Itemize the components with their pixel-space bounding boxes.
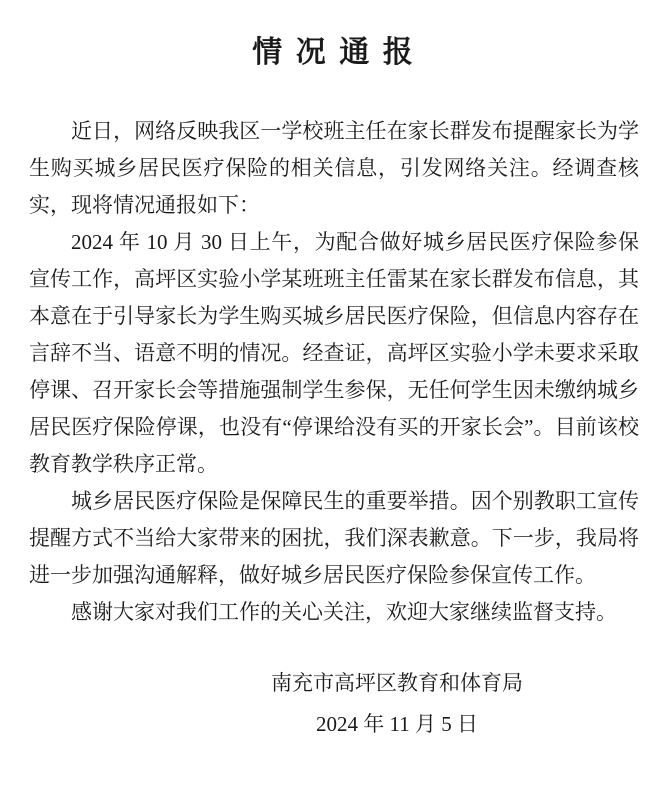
signature-organization: 南充市高坪区教育和体育局 <box>271 671 523 695</box>
paragraph-apology: 城乡居民医疗保险是保障民生的重要举措。因个别教职工宣传提醒方式不当给大家带来的困扰，我们深表歉意。下一步，我局将进一步加强沟通解释，做好城乡居民医疗保险参保宣传工作。 <box>29 489 639 587</box>
signature-block <box>271 663 523 745</box>
signature-date: 2024 年 11 月 5 日 <box>316 712 478 736</box>
document-body <box>29 113 639 631</box>
document-title: 情 况 通 报 <box>252 36 416 69</box>
paragraph-investigation: 2024 年 10 月 30 日上午，为配合做好城乡居民医疗保险参保宣传工作，高坪区实验小学某班班主任雷某在家长群发布信息，其本意在于引导家长为学生购买城乡居民医疗保险，但信息内容存在言辞不当、语意不明的情况。经查证，高坪区实验小学未要求采取停课、召开家长会等措施强制学生参保，无任何学生因未缴纳城乡居民医疗保险停课，也没有“停课给没有买的开家长会”。目前该校教育教学秩序正常。 <box>29 230 639 476</box>
paragraph-thanks: 感谢大家对我们工作的关心关注，欢迎大家继续监督支持。 <box>71 600 617 624</box>
paragraph-intro: 近日，网络反映我区一学校班主任在家长群发布提醒家长为学生购买城乡居民医疗保险的相关信息，引发网络关注。经调查核实，现将情况通报如下： <box>29 119 639 217</box>
